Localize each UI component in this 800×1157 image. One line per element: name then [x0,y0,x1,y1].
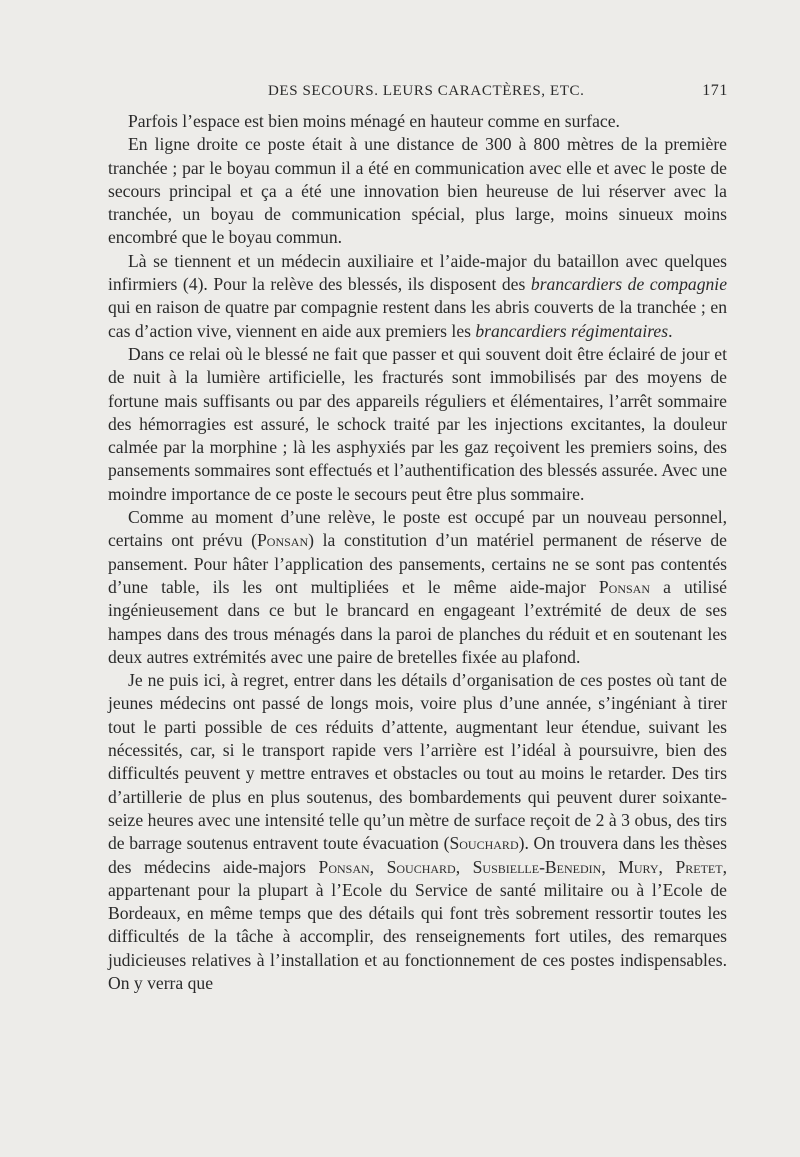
italic-term: brancardiers régimentaires [475,320,669,341]
author-name: Ponsan [598,576,651,597]
paragraph-1: Parfois l’espace est bien moins ménagé en hauteur comme en surface. [128,111,620,131]
author-name: Souchard [449,833,519,854]
text-run: . [668,320,673,341]
author-name: Ponsan [257,530,309,551]
text-run: qui en raison de quatre par compagnie restent dans les abris couverts de la tranchée ; en cas d’action vive, viennent en aide aux premiers les [108,297,727,341]
text-run: Je ne puis ici, à regret, entrer dans les détails d’organisation de ces postes où tant de jeunes médecins ont passé de longs mois, voire plus d’une année, s’ingéniant à tirer tout le parti possible de ces réduits d’attente, augmentant leur étendue, suivant les nécessités, car, si le transport rapide vers l’arrière est l’idéal à poursuivre, bien des difficultés peuvent y mettre entraves et obstacles ou tout au moins le retarder. Des tirs d’artillerie de plus en plus soutenus, des bombardements qui peuvent durer soixante-seize heures avec une intensité telle qu’un mètre de surface reçoit de 2 à 3 obus, des tirs de barrage soutenus entravent toute évacuation ( [108,670,727,854]
paragraph-3 [108,250,727,343]
page-number: 171 [702,82,728,99]
text-run: Là se tiennent et un médecin auxiliaire et l’aide-major du bataillon avec quelques infirmiers (4). Pour la relève des blessés, ils disposent des [108,250,727,295]
body-text [108,110,727,995]
text-run: , appartenant pour la plupart à l’Ecole du Service de santé militaire ou à l’Ecole de Bordeaux, en même temps que des détails qui font très sobrement ressortir toutes les difficultés de la tâche à accomplir, des renseignements fort utiles, des remarques judicieuses relatives à l’installation et au fonctionnement de ces postes indispensables. On y verra que [108,856,727,993]
italic-term: brancardiers de compagnie [530,274,728,295]
author-names: Ponsan, Souchard, Susbielle-Benedin, Mury, Pretet [318,856,723,877]
paragraph-5 [108,506,727,669]
text-run: ). On trouvera dans les thèses des médecins aide-majors [108,833,727,877]
paragraph-4: Dans ce relai où le blessé ne fait que passer et qui souvent doit être éclairé de jour et de nuit à la lumière artificielle, les fracturés sont immobilisés par des moyens de fortune mais suffisants ou par des appareils réguliers et élémentaires, l’arrêt sommaire des hémorragies est assuré, le schock traité par les injections excitantes, la douleur calmée par la morphine ; là les asphyxiés par les gaz reçoivent les premiers soins, des pansements sommaires sont effectués et l’authentification des blessés assurée. Avec une moindre importance de ce poste le secours peut être plus sommaire. [108,343,727,504]
text-run: a utilisé ingénieusement dans ce but le brancard en engageant l’extrémité de deux de ses hampes dans des trous ménagés dans la paroi de planches du réduit et en soutenant les deux autres extrémités avec une paire de bretelles fixée au plafond. [108,576,727,667]
running-header [108,80,728,104]
text-run: ) la constitution d’un matériel permanent de réserve de pansement. Pour hâter l’application des pansements, certains ne se sont pas contentés d’une table, ils les ont multipliées et le même aide-major [108,530,727,597]
running-title: DES SECOURS. LEURS CARACTÈRES, ETC. [268,83,585,99]
text-run: Comme au moment d’une relève, le poste est occupé par un nouveau personnel, certains ont prévu ( [108,507,727,551]
paragraph-2: En ligne droite ce poste était à une distance de 300 à 800 mètres de la première tranchée ; par le boyau commun il a été en communication avec elle et avec le poste de secours principal et ça a été une innovation bien heureuse de lui réserver avec la tranchée, un boyau de communication spécial, plus large, moins sinueux moins encombré que le boyau commun. [108,134,727,248]
paragraph-6 [108,669,727,995]
